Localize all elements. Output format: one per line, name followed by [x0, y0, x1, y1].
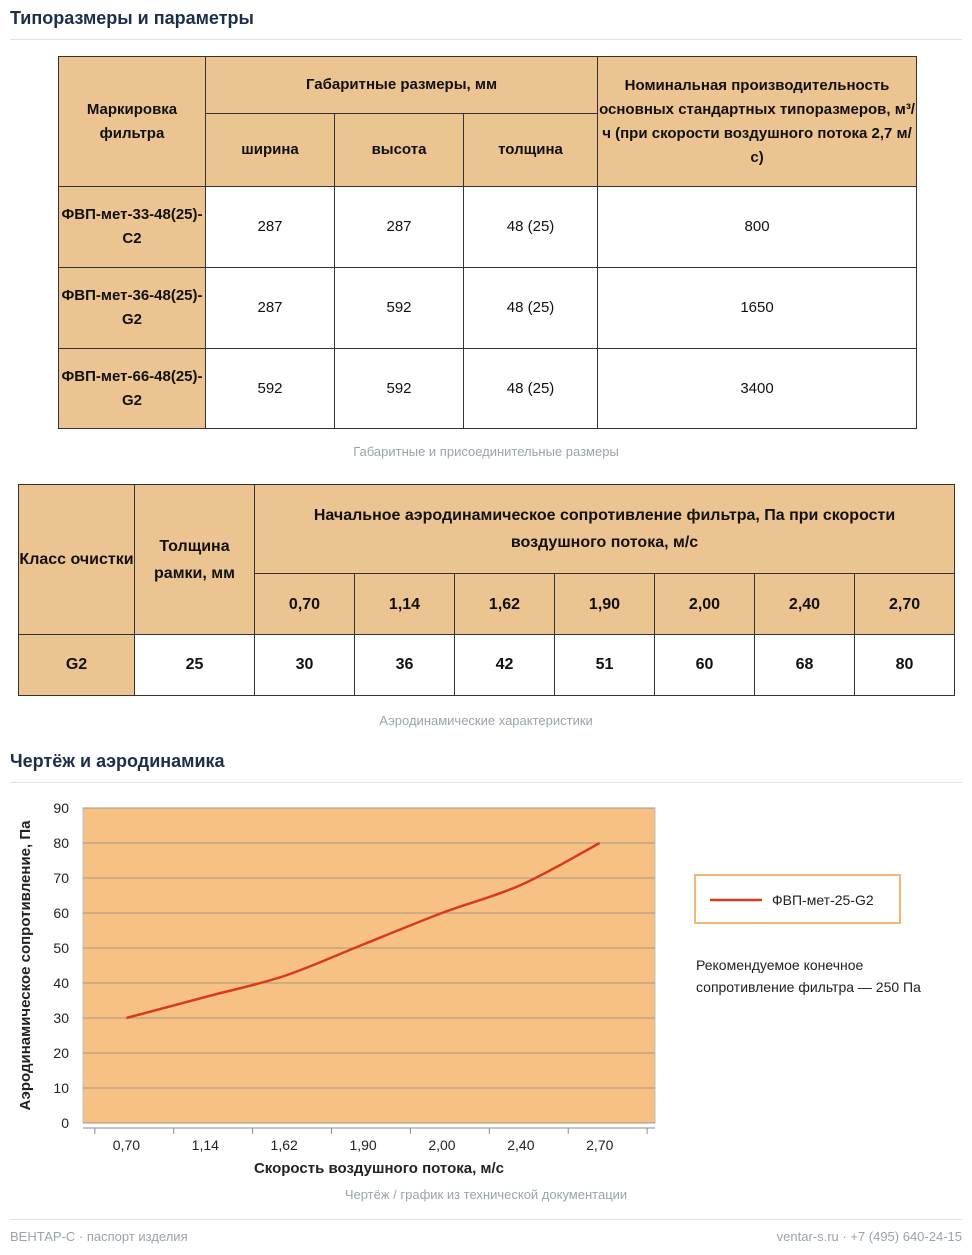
y-tick-label: 10: [53, 1080, 69, 1096]
cell-width: 592: [206, 349, 335, 429]
cell-capacity: 800: [598, 187, 917, 268]
header-capacity: Номинальная производительность основных стандартных типоразмеров, м³/ч (при скорости воздушного потока 2,7 м/с): [598, 57, 917, 187]
cell-resistance: 42: [455, 635, 555, 696]
y-axis-title: Аэродинамическое сопротивление, Па: [17, 820, 34, 1111]
cell-resistance: 36: [355, 635, 455, 696]
header-resistance: Начальное аэродинамическое сопротивление фильтра, Па при скорости воздушного потока, м/с: [255, 485, 955, 574]
aero-table: [18, 484, 955, 696]
y-tick-label: 60: [53, 905, 69, 921]
x-tick-label: 2,00: [428, 1137, 456, 1153]
cell-resistance: 80: [855, 635, 955, 696]
cell-thickness: 48 (25): [464, 187, 598, 268]
header-speed: 2,40: [755, 574, 855, 635]
y-tick-label: 0: [61, 1115, 69, 1131]
header-speed: 1,90: [555, 574, 655, 635]
x-axis-title: Скорость воздушного потока, м/с: [253, 1160, 505, 1177]
cell-resistance: 51: [555, 635, 655, 696]
cell-thickness: 48 (25): [464, 268, 598, 349]
y-tick-label: 40: [53, 975, 69, 991]
header-speed: 1,14: [355, 574, 455, 635]
header-frame: Толщина рамки, мм: [135, 485, 255, 635]
row-marking: ФВП-мет-66-48(25)-G2: [59, 349, 206, 429]
cell-class: G2: [19, 635, 135, 696]
table-row: [19, 635, 955, 696]
header-speed: 2,70: [855, 574, 955, 635]
cell-height: 592: [335, 268, 464, 349]
cell-thickness: 48 (25): [464, 349, 598, 429]
x-tick-label: 1,90: [349, 1137, 377, 1153]
table-row: [59, 268, 917, 349]
chart-note-line: сопротивление фильтра — 250 Па: [696, 979, 921, 995]
x-tick-label: 1,14: [191, 1137, 219, 1153]
header-height: высота: [335, 114, 464, 187]
cell-height: 287: [335, 187, 464, 268]
header-thickness: толщина: [464, 114, 598, 187]
cell-width: 287: [206, 187, 335, 268]
y-tick-label: 70: [53, 870, 69, 886]
cell-capacity: 3400: [598, 349, 917, 429]
x-tick-label: 2,70: [586, 1137, 614, 1153]
header-dimensions: Габаритные размеры, мм: [206, 57, 598, 114]
x-tick-label: 1,62: [270, 1137, 298, 1153]
cell-resistance: 60: [655, 635, 755, 696]
sizes-table: [58, 56, 917, 429]
aero-table-caption: Аэродинамические характеристики: [379, 713, 593, 728]
y-tick-label: 30: [53, 1010, 69, 1026]
row-marking: ФВП-мет-36-48(25)-G2: [59, 268, 206, 349]
cell-resistance: 30: [255, 635, 355, 696]
footer-brand: ВЕНТАР-С · паспорт изделия: [10, 1229, 188, 1244]
plot-area: [83, 808, 655, 1123]
footer-divider: [10, 1219, 962, 1220]
sizes-table-caption: Габаритные и присоединительные размеры: [353, 444, 619, 459]
cell-frame: 25: [135, 635, 255, 696]
cell-width: 287: [206, 268, 335, 349]
y-tick-label: 90: [53, 800, 69, 816]
y-tick-label: 80: [53, 835, 69, 851]
section-divider: [10, 782, 962, 783]
y-tick-label: 20: [53, 1045, 69, 1061]
x-tick-label: 0,70: [112, 1137, 141, 1153]
cell-height: 592: [335, 349, 464, 429]
x-tick-label: 2,40: [507, 1137, 535, 1153]
header-class: Класс очистки: [19, 485, 135, 635]
table-row: [59, 187, 917, 268]
legend-label: ФВП-мет-25-G2: [772, 892, 874, 908]
chart-note-line: Рекомендуемое конечное: [696, 957, 864, 973]
section-title-sizes: Типоразмеры и параметры: [10, 8, 254, 28]
y-tick-label: 50: [53, 940, 69, 956]
header-speed: 2,00: [655, 574, 755, 635]
resistance-chart: [10, 790, 962, 1180]
chart-caption: Чертёж / график из технической документации: [344, 1187, 628, 1202]
header-speed: 1,62: [455, 574, 555, 635]
footer-contacts: ventar-s.ru · +7 (495) 640-24-15: [776, 1229, 962, 1244]
header-marking: Маркировка фильтра: [59, 57, 206, 187]
header-width: ширина: [206, 114, 335, 187]
table-row: [59, 349, 917, 429]
cell-capacity: 1650: [598, 268, 917, 349]
section-title-chart: Чертёж и аэродинамика: [10, 751, 225, 771]
section-divider: [10, 39, 962, 40]
cell-resistance: 68: [755, 635, 855, 696]
header-speed: 0,70: [255, 574, 355, 635]
row-marking: ФВП-мет-33-48(25)-С2: [59, 187, 206, 268]
